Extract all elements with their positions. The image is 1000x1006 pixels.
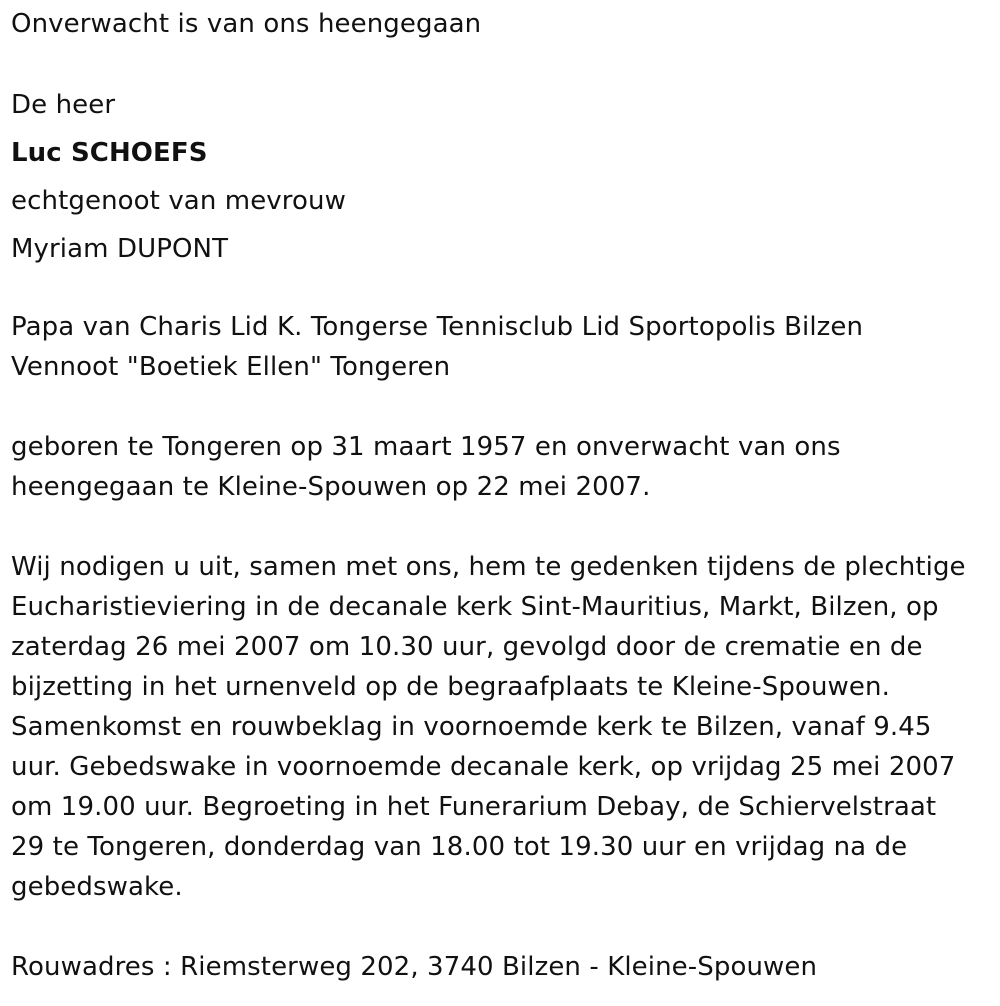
invitation-line: zaterdag 26 mei 2007 om 10.30 uur, gevolgd door de crematie en de bbox=[11, 632, 923, 662]
roles-line: Papa van Charis Lid K. Tongerse Tennisclub Lid Sportopolis Bilzen bbox=[11, 312, 864, 342]
invitation-line: Eucharistieviering in de decanale kerk Sint-Mauritius, Markt, Bilzen, op bbox=[11, 592, 939, 622]
invitation-line: uur. Gebedswake in voornoemde decanale kerk, op vrijdag 25 mei 2007 bbox=[11, 752, 956, 782]
birth-death-line: geboren te Tongeren op 31 maart 1957 en onverwacht van ons bbox=[11, 432, 841, 462]
invitation-line: 29 te Tongeren, donderdag van 18.00 tot 19.30 uur en vrijdag na de bbox=[11, 832, 908, 862]
invitation-line: Wij nodigen u uit, samen met ons, hem te gedenken tijdens de plechtige bbox=[11, 552, 966, 582]
intro-text: Onverwacht is van ons heengegaan bbox=[11, 9, 482, 39]
deceased-name: Luc SCHOEFS bbox=[11, 138, 208, 168]
honorific: De heer bbox=[11, 90, 116, 120]
invitation-line: Samenkomst en rouwbeklag in voornoemde kerk te Bilzen, vanaf 9.45 bbox=[11, 712, 932, 742]
roles-line: Vennoot "Boetiek Ellen" Tongeren bbox=[11, 352, 451, 382]
invitation-line: gebedswake. bbox=[11, 872, 183, 902]
obituary-notice bbox=[11, 0, 991, 987]
mourning-address: Rouwadres : Riemsterweg 202, 3740 Bilzen - Kleine-Spouwen bbox=[11, 952, 818, 982]
birth-death-paragraph bbox=[11, 427, 991, 507]
relation-text: echtgenoot van mevrouw bbox=[11, 186, 346, 216]
birth-death-line: heengegaan te Kleine-Spouwen op 22 mei 2007. bbox=[11, 472, 651, 502]
invitation-line: bijzetting in het urnenveld op de begraafplaats te Kleine-Spouwen. bbox=[11, 672, 890, 702]
spouse-name: Myriam DUPONT bbox=[11, 234, 229, 264]
invitation-paragraph bbox=[11, 547, 991, 907]
roles-paragraph bbox=[11, 307, 991, 387]
invitation-line: om 19.00 uur. Begroeting in het Funerarium Debay, de Schiervelstraat bbox=[11, 792, 937, 822]
